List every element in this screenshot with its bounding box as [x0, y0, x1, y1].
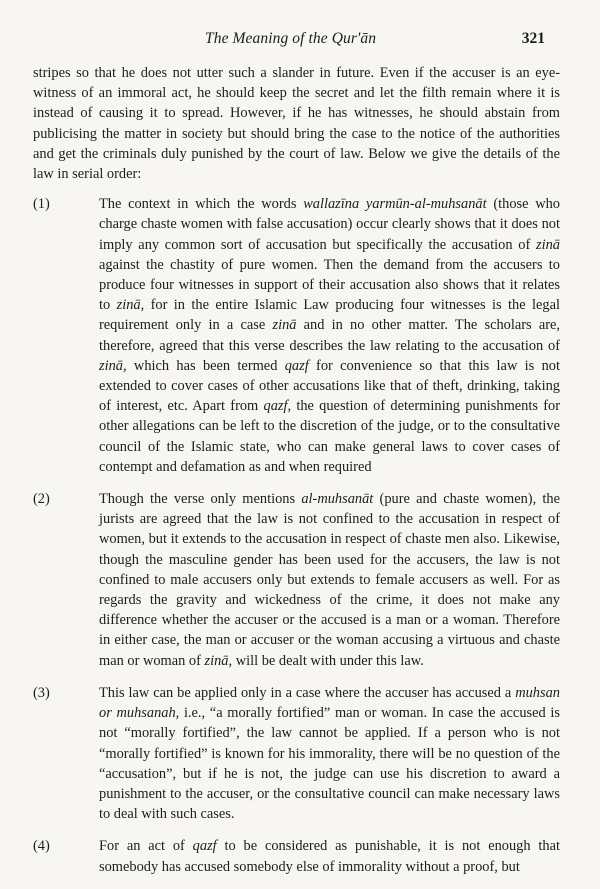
text-run: will be dealt with under this law.	[232, 652, 424, 669]
italic-term: qazf,	[263, 398, 292, 415]
numbered-list	[33, 194, 560, 877]
italic-term: zinā	[536, 236, 560, 253]
list-item	[33, 489, 560, 671]
text-run: for convenience so that this law is not extended to cover cases of other accusations like that of theft, drinking, taking of interest, etc. Apart from	[99, 357, 560, 415]
italic-term: wallazīna yarmūn-al-muhsanāt	[303, 196, 487, 213]
list-item	[33, 194, 560, 477]
italic-term: zinā,	[99, 357, 127, 374]
text-run: (pure and chaste women), the jurists are agreed that the law is not confined to the accusation in respect of women, but it extends to the accusation in respect of chaste men also. Likewise, though the masculine gender has been used for the accusers, the law is not confined to male accusers only but extends to female accusers as well. For as regards the gravity and wickedness of the crime, it does not make any difference whether the accuser or the accused is a man or a woman. Therefore in either case, the man or accuser or the woman accusing a virtuous and chaste man or woman of	[99, 491, 560, 669]
text-run: against the chastity of pure women. Then the demand from the accusers to produce four witnesses in support of their accusation also shows that it relates to	[99, 256, 560, 314]
item-text	[99, 836, 560, 876]
text-run: For an act of	[99, 838, 193, 855]
list-item	[33, 836, 560, 876]
page-header	[205, 30, 545, 54]
italic-term: zinā,	[204, 652, 233, 669]
body-text	[33, 63, 560, 889]
item-number: (2)	[33, 491, 50, 508]
item-text	[99, 489, 560, 671]
italic-term: zinā,	[116, 297, 145, 314]
running-title: The Meaning of the Qur'ān	[205, 30, 377, 47]
text-run: This law can be applied only in a case where the accuser has accused a	[99, 684, 516, 701]
item-number: (3)	[33, 684, 50, 701]
item-number: (1)	[33, 196, 50, 213]
item-text	[99, 194, 560, 477]
italic-term: muhsan or muhsanah,	[99, 684, 560, 722]
italic-term: qazf	[192, 838, 217, 855]
text-run: Though the verse only mentions	[99, 491, 302, 508]
text-run: The context in which the words	[99, 196, 304, 213]
text-run: (those who charge chaste women with false accusation) occur clearly shows that it does not imply any common sort of accusation but specifically the accusation of	[99, 196, 561, 253]
text-run: which has been termed	[126, 357, 285, 374]
item-text	[99, 683, 560, 824]
italic-term: qazf	[284, 357, 309, 374]
italic-term: al-muhsanāt	[301, 491, 374, 508]
text-run: i.e., “a morally fortified” man or woman. In case the accused is not “morally fortified”, the law cannot be applied. If a person who is not “morally fortified” is known for his immorality, there will be no question of the “accusation”, but if he is not, the judge can use his discretion to award a punishment to the accuser, or the consultative council can make necessary laws to deal with such cases.	[99, 705, 560, 823]
item-number: (4)	[33, 838, 50, 855]
intro-paragraph: stripes so that he does not utter such a slander in future. Even if the accuser is an eye-witness of an immoral act, he should keep the secret and let the filth remain where it is instead of causing it to spread. However, if he has witnesses, he should abstain from publicising the matter in society but should bring the case to the notice of the authorities and get the criminals duly punished by the court of law. Below we give the details of the law in serial order:	[33, 65, 560, 183]
text-run: for in the entire Islamic Law producing four witnesses is the legal requirement only in a case	[99, 297, 560, 334]
text-run: the question of determining punishments for other allegations can be left to the discretion of the judge, or to the consultative council of the Islamic state, who can make general laws to cover cases of contempt and defamation as and when required	[99, 398, 560, 475]
page-number: 321	[521, 30, 545, 47]
list-item	[33, 683, 560, 824]
italic-term: zinā	[272, 317, 297, 334]
text-run: to be considered as punishable, it is not enough that somebody has accused somebody else of immorality without a proof, but	[99, 838, 560, 875]
text-run: and in no other matter. The scholars are, therefore, agreed that this verse describes the law relating to the accusation of	[99, 317, 561, 354]
